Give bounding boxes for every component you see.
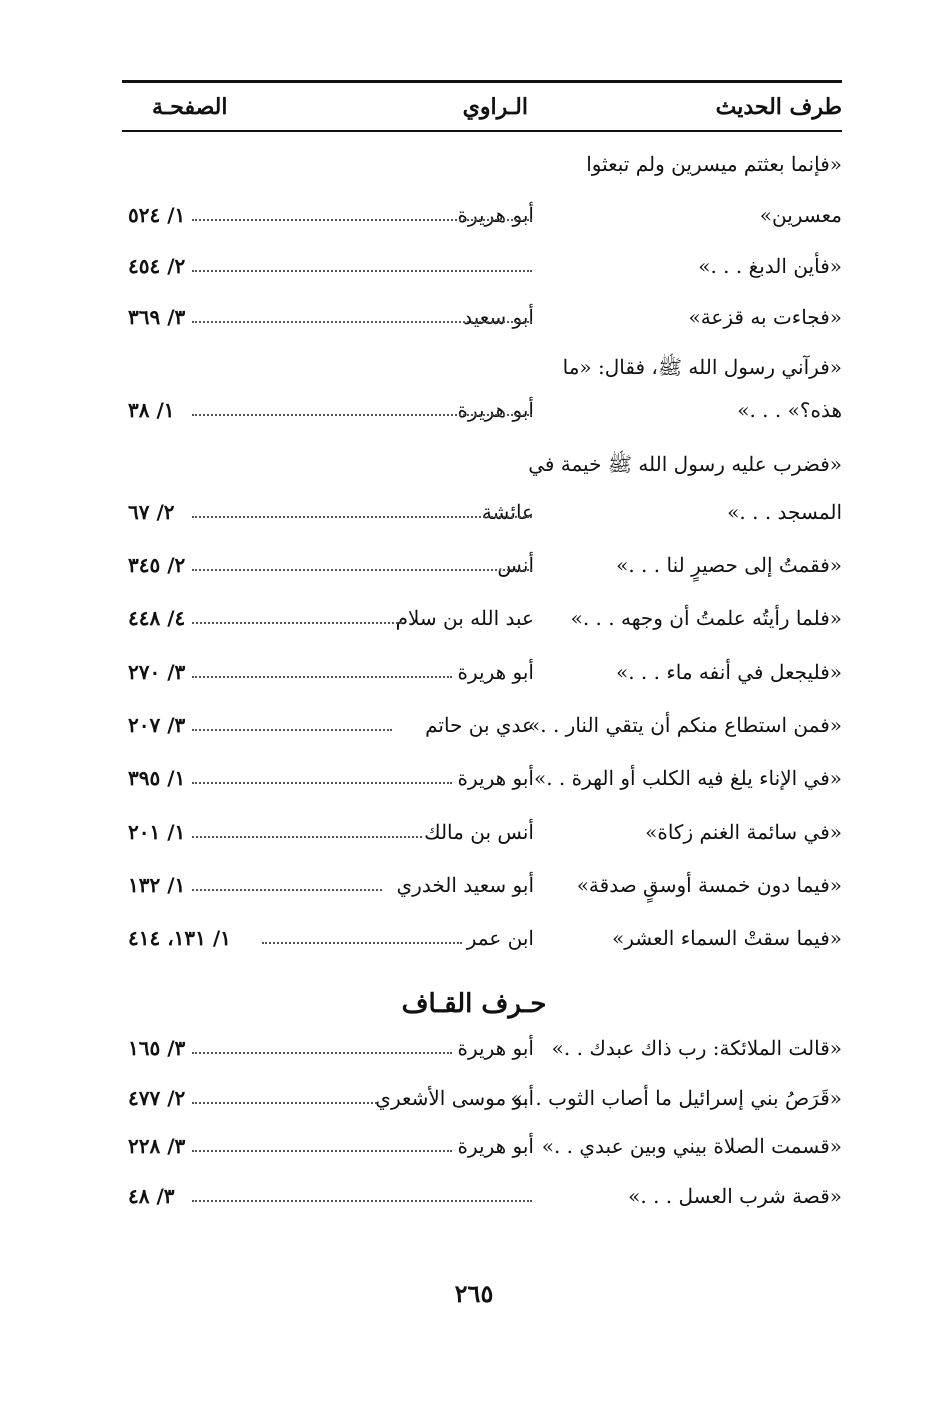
hadith-text: «في سائمة الغنم زكاة» <box>645 820 842 844</box>
page-ref: ٤/ ٤٤٨ <box>128 606 186 630</box>
page-ref: ٣/ ٣٦٩ <box>128 305 186 329</box>
hadith-text: «فمن استطاع منكم أن يتقي النار . .» <box>528 713 842 737</box>
top-rule <box>122 80 842 83</box>
narrator: أبو هريرة <box>457 660 534 684</box>
page-ref: ٢/ ٤٧٧ <box>128 1086 186 1110</box>
page-ref: ١/ ٥٢٤ <box>128 203 186 227</box>
index-entry <box>122 918 842 958</box>
page-ref: ٣/ ٢٠٧ <box>128 713 186 737</box>
page-ref: ١/ ٣٩٥ <box>128 766 186 790</box>
hadith-text: «فجاءت به قزعة» <box>688 305 842 329</box>
index-entry <box>122 705 842 745</box>
hadith-text: «في الإناء يلغ فيه الكلب أو الهرة . .» <box>533 766 842 790</box>
dot-leader <box>192 889 382 891</box>
hadith-text: «فإنما بعثتم ميسرين ولم تبعثوا <box>586 152 842 176</box>
index-entry <box>122 1028 842 1068</box>
page-ref: ١/ ١٣١، ٤١٤ <box>128 926 231 950</box>
hadith-text: «قسمت الصلاة بيني وبين عبدي . .» <box>541 1134 842 1158</box>
index-entry <box>122 246 842 286</box>
hadith-text: «قالت الملائكة: رب ذاك عبدك . .» <box>551 1036 842 1060</box>
narrator: عدي بن حاتم <box>425 713 534 737</box>
index-entry <box>122 545 842 585</box>
narrator: أبو سعيد <box>463 305 534 329</box>
header-page: الصفحـة <box>152 94 228 120</box>
index-entry <box>122 492 842 532</box>
dot-leader <box>192 729 392 731</box>
narrator: أبو هريرة <box>457 1134 534 1158</box>
page-ref: ٣/ ٤٨ <box>128 1184 175 1208</box>
page-ref: ١/ ٢٠١ <box>128 820 186 844</box>
index-entry <box>122 144 842 184</box>
hadith-text: «فرآني رسول الله ﷺ، فقال: «ما <box>562 355 842 379</box>
index-entry <box>122 758 842 798</box>
hadith-text: «فضرب عليه رسول الله ﷺ خيمة في <box>528 452 842 476</box>
dot-leader <box>192 321 532 323</box>
index-entry <box>122 1078 842 1118</box>
index-entry <box>122 865 842 905</box>
page-ref: ١/ ١٣٢ <box>128 873 186 897</box>
index-entry <box>122 347 842 387</box>
dot-leader <box>192 219 532 221</box>
dot-leader <box>262 942 462 944</box>
page-ref: ٣/ ١٦٥ <box>128 1036 186 1060</box>
dot-leader <box>192 414 532 416</box>
index-entry <box>122 390 842 430</box>
index-entry <box>122 444 842 484</box>
dot-leader <box>192 836 422 838</box>
narrator: أبو سعيد الخدري <box>396 873 534 897</box>
narrator: أبو هريرة <box>457 398 534 422</box>
index-entry <box>122 297 842 337</box>
dot-leader <box>192 270 532 272</box>
page-ref: ٢/ ٦٧ <box>128 500 175 524</box>
hadith-text: المسجد . . .» <box>727 500 842 524</box>
header-rule <box>122 130 842 132</box>
hadith-text: «فلما رأيتُه علمتُ أن وجهه . . .» <box>570 606 842 630</box>
page-ref: ٢/ ٤٥٤ <box>128 254 186 278</box>
index-entry <box>122 812 842 852</box>
hadith-text: «فليجعل في أنفه ماء . . .» <box>615 660 842 684</box>
dot-leader <box>192 516 532 518</box>
page-ref: ٣/ ٢٢٨ <box>128 1134 186 1158</box>
narrator: ابن عمر <box>466 926 534 950</box>
page-ref: ٢/ ٣٤٥ <box>128 553 186 577</box>
page-ref: ٣/ ٢٧٠ <box>128 660 186 684</box>
dot-leader <box>192 676 452 678</box>
dot-leader <box>192 622 402 624</box>
page-number: ٢٦٥ <box>454 1279 494 1308</box>
hadith-text: «قَرَصُ بني إسرائيل ما أصاب الثوب . .» <box>510 1086 842 1110</box>
hadith-text: هذه؟» . . .» <box>737 398 842 422</box>
section-title: حـرف القـاف <box>401 989 547 1019</box>
narrator: عائشة <box>481 500 534 524</box>
narrator: أنس <box>497 553 534 577</box>
hadith-text: «قصة شرب العسل . . .» <box>628 1184 842 1208</box>
hadith-text: معسرين» <box>759 203 842 227</box>
header-narrator: الـراوي <box>462 94 528 120</box>
hadith-text: «فيما دون خمسة أوسقٍ صدقة» <box>576 873 842 897</box>
narrator: أبو هريرة <box>457 766 534 790</box>
hadith-text: «فأين الدبغ . . .» <box>698 254 842 278</box>
index-entry <box>122 1126 842 1166</box>
hadith-text: «فقمتُ إلى حصيرٍ لنا . . .» <box>616 553 842 577</box>
page-ref: ١/ ٣٨ <box>128 398 175 422</box>
index-entry <box>122 598 842 638</box>
header-hadith: طرف الحديث <box>715 94 842 120</box>
index-entry <box>122 1176 842 1216</box>
dot-leader <box>192 1150 452 1152</box>
narrator: أبو هريرة <box>457 1036 534 1060</box>
narrator: عبد الله بن سلام <box>395 606 534 630</box>
dot-leader <box>192 569 532 571</box>
dot-leader <box>192 1200 532 1202</box>
dot-leader <box>192 1052 452 1054</box>
narrator: أبو هريرة <box>457 203 534 227</box>
dot-leader <box>192 1102 377 1104</box>
index-entry <box>122 195 842 235</box>
index-entry <box>122 652 842 692</box>
dot-leader <box>192 782 452 784</box>
narrator: أنس بن مالك <box>424 820 534 844</box>
narrator: أبو موسى الأشعري <box>375 1086 534 1110</box>
hadith-text: «فيما سقتْ السماء العشر» <box>611 926 842 950</box>
